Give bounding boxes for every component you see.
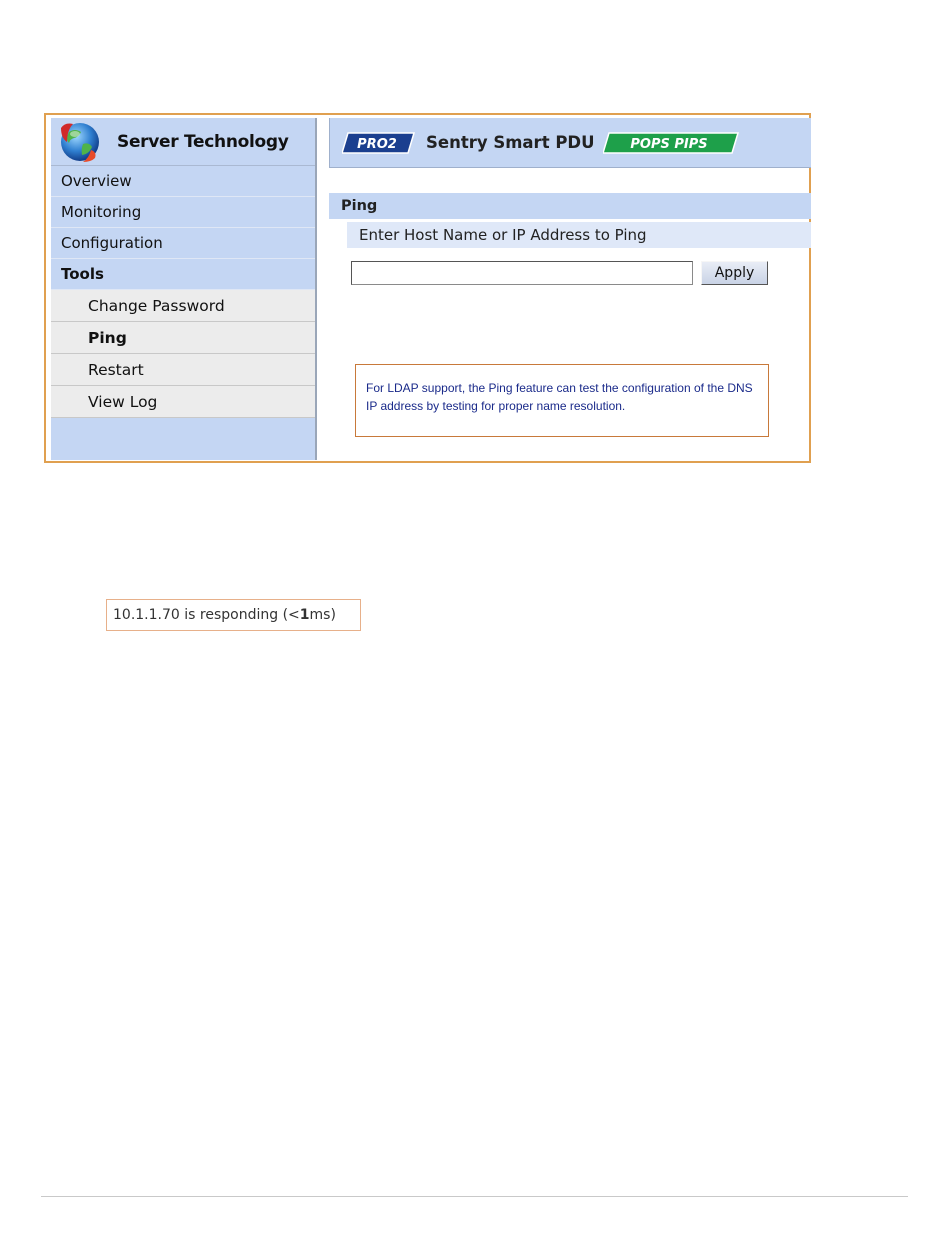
sidebar [51,118,317,460]
nav-label: Monitoring [61,203,142,221]
response-status: is responding [184,607,279,623]
sub-item-label: Change Password [88,296,225,315]
brand-header [51,118,315,166]
apply-button[interactable]: Apply [701,261,768,285]
response-time-prefix: (< [282,607,300,623]
response-host: 10.1.1.70 [113,607,180,623]
main-panel [329,118,811,460]
brand-name: Server Technology [117,131,289,152]
footer-divider [41,1196,908,1197]
nav-item-configuration[interactable] [51,228,315,259]
pro2-logo-text: PRO2 [357,136,397,152]
host-field-label [347,222,811,248]
nav-item-overview[interactable] [51,166,315,197]
sub-item-label: View Log [88,392,158,411]
sub-item-label: Restart [88,360,144,379]
response-time-suffix: ms) [309,607,336,623]
section-title [329,193,811,219]
product-header [329,118,811,168]
pops-pips-logo-text: POPS PIPS [629,136,708,152]
screenshot-frame [44,113,811,463]
sub-item-restart[interactable] [51,354,315,386]
nav-label: Overview [61,172,132,190]
response-time-value: 1 [299,607,310,623]
host-input[interactable] [351,261,693,285]
nav-label: Configuration [61,234,163,252]
host-field-label-text: Enter Host Name or IP Address to Ping [359,226,647,244]
pops-pips-logo-icon [603,132,739,154]
sub-item-view-log[interactable] [51,386,315,418]
sub-item-ping[interactable] [51,322,315,354]
globe-logo-icon [55,120,103,164]
section-title-text: Ping [341,198,378,214]
sub-item-change-password[interactable] [51,290,315,322]
nav-item-monitoring[interactable] [51,197,315,228]
pro2-logo-icon [342,132,416,154]
nav-item-tools[interactable] [51,259,315,290]
ldap-note [355,364,769,437]
sub-item-label: Ping [88,328,127,347]
ldap-note-text: For LDAP support, the Ping feature can test the configuration of the DNS IP address by testing for proper name resolution. [366,381,753,413]
product-name: Sentry Smart PDU [426,133,595,152]
nav-label: Tools [61,265,104,283]
ping-response [106,599,361,631]
